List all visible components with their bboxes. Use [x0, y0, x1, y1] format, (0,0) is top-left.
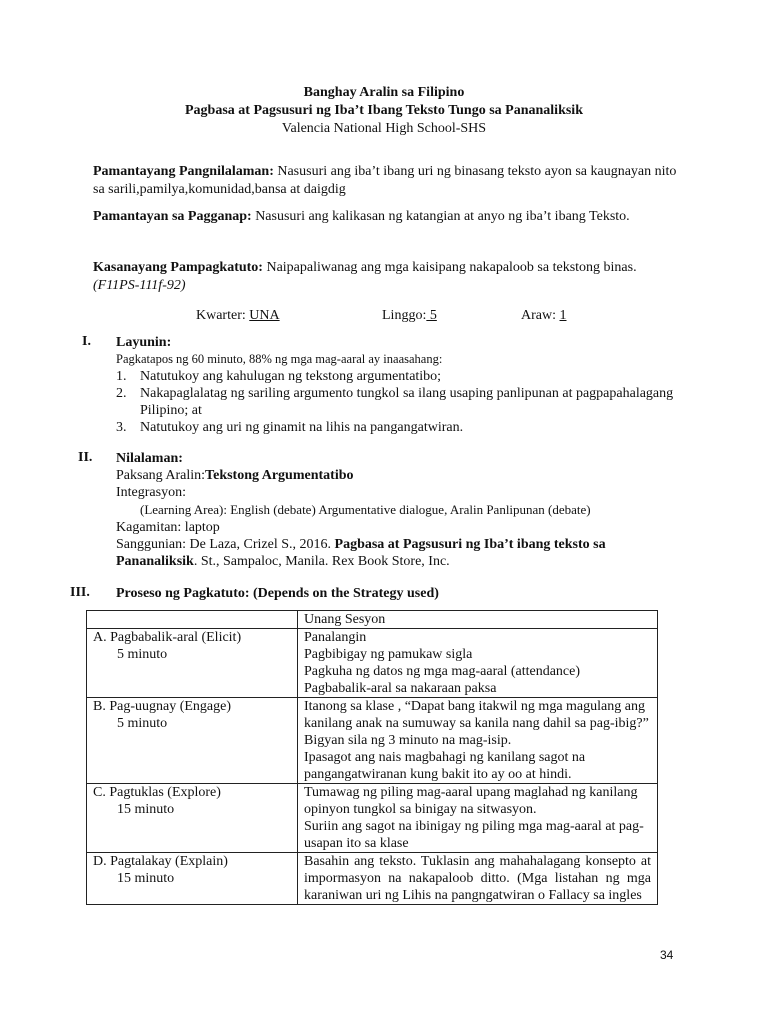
performance-standard: [93, 208, 683, 226]
section-1-number: I.: [82, 334, 91, 349]
content-standard: [93, 163, 683, 199]
araw: Araw: 1: [521, 308, 567, 323]
stage-label: C. Pagtuklas (Explore): [93, 785, 221, 800]
araw-value: 1: [559, 308, 567, 323]
table-header-row: [87, 611, 658, 629]
competency-code: (F11PS-111f-92): [93, 278, 186, 293]
objectives-list: [116, 368, 676, 436]
section-1-title: Layunin:: [116, 335, 172, 350]
document-header: [0, 84, 768, 138]
kagamitan: Kagamitan: laptop: [116, 520, 220, 535]
stage-label: D. Pagtalakay (Explain): [93, 854, 228, 869]
list-item: 1. Natutukoy ang kahulugan ng tekstong argumentatibo;: [116, 369, 442, 384]
section-3-title: Proseso ng Pagkatuto: (Depends on the Strategy used): [116, 586, 439, 601]
learning-competency-text: Naipapaliwanag ang mga kaisipang nakapaloob sa tekstong binas.: [262, 260, 637, 275]
objectives-intro: Pagkatapos ng 60 minuto, 88% ng mga mag-aaral ay inaasahang:: [116, 352, 443, 366]
table-header: Unang Sesyon: [298, 611, 658, 629]
learning-competency: [93, 259, 683, 295]
content-standard-text: Nasusuri ang iba’t ibang uri ng binasang teksto ayon sa kaugnayan nito sa sarili,pamilya,komunidad,bansa at daigdig: [93, 164, 677, 197]
learning-competency-label: Kasanayang Pampagkatuto:: [93, 260, 263, 275]
section-2-number: II.: [78, 450, 93, 465]
performance-standard-label: Pamantayan sa Pagganap:: [93, 209, 252, 224]
stage-label: B. Pag-uugnay (Engage): [93, 699, 232, 714]
doc-subtitle: Pagbasa at Pagsusuri ng Iba’t Ibang Teksto Tungo sa Pananaliksik: [185, 103, 583, 118]
table-row: C. Pagtuklas (Explore) 15 minuto Tumawag ng piling mag-aaral upang maglahad ng kanilang opinyon tungkol sa binigay na sitwasyon. Suriin ang sagot na ibinigay ng piling mga mag-aaral at pag-usapan ito sa klase: [87, 784, 658, 853]
list-item: 3. Natutukoy ang uri ng ginamit na lihis na pangangatwiran.: [116, 420, 464, 435]
integrasyon: Integrasyon:: [116, 485, 186, 500]
stage-time: 15 minuto: [117, 802, 175, 817]
linggo-value: 5: [426, 308, 437, 323]
section-2-title: Nilalaman:: [116, 451, 183, 466]
table-row: A. Pagbabalik-aral (Elicit) 5 minuto Panalangin Pagbibigay ng pamukaw sigla Pagkuha ng datos ng mga mag-aaral (attendance) Pagbabalik-aral sa nakaraan paksa: [87, 629, 658, 698]
stage-label: A. Pagbabalik-aral (Elicit): [93, 630, 242, 645]
stage-time: 15 minuto: [117, 871, 175, 886]
stage-time: 5 minuto: [117, 647, 168, 662]
linggo: Linggo: 5: [382, 308, 437, 323]
kwarter: Kwarter: UNA: [196, 308, 280, 323]
kwarter-value: UNA: [249, 308, 280, 323]
doc-title: Banghay Aralin sa Filipino: [303, 85, 465, 100]
stage-time: 5 minuto: [117, 716, 168, 731]
content-standard-label: Pamantayang Pangnilalaman:: [93, 164, 274, 179]
list-item: 2. Nakapaglalatag ng sariling argumento tungkol sa ilang usaping panlipunan at pagpapahalagang Pilipino; at: [116, 386, 674, 418]
section-2: [116, 450, 676, 570]
section-1: [116, 334, 676, 436]
table-row: B. Pag-uugnay (Engage) 5 minuto Itanong sa klase , “Dapat bang itakwil ng mga magulang ang kanilang anak na sumuway sa kanila nang dahil sa pag-ibig?” Bigyan sila ng 3 minuto na mag-isip. Ipasagot ang nais magbahagi ng kanilang sagot na pangangatwiranan kung bakit ito ay oo at hindi.: [87, 698, 658, 784]
process-table: [86, 610, 658, 905]
performance-standard-text: Nasusuri ang kalikasan ng katangian at anyo ng iba’t ibang Teksto.: [251, 209, 630, 224]
school-name: Valencia National High School-SHS: [281, 121, 487, 136]
page-number: 34: [660, 948, 674, 962]
learning-area: (Learning Area): English (debate) Argumentative dialogue, Aralin Panlipunan (debate): [140, 502, 591, 517]
sanggunian: Sanggunian: De Laza, Crizel S., 2016. Pagbasa at Pagsusuri ng Iba’t ibang teksto sa Pananaliksik. St., Sampaloc, Manila. Rex Book Store, Inc.: [116, 537, 606, 569]
table-row: D. Pagtalakay (Explain) 15 minuto Basahin ang teksto. Tuklasin ang mahahalagang konsepto at impormasyon na nakapaloob ditto. (Mga listahan ng mga karaniwan uri ng Lihis na pangngatwiran o Fallacy sa ingles: [87, 853, 658, 905]
paksa: Paksang Aralin:Tekstong Argumentatibo: [116, 468, 354, 483]
section-3-number: III.: [70, 585, 90, 600]
